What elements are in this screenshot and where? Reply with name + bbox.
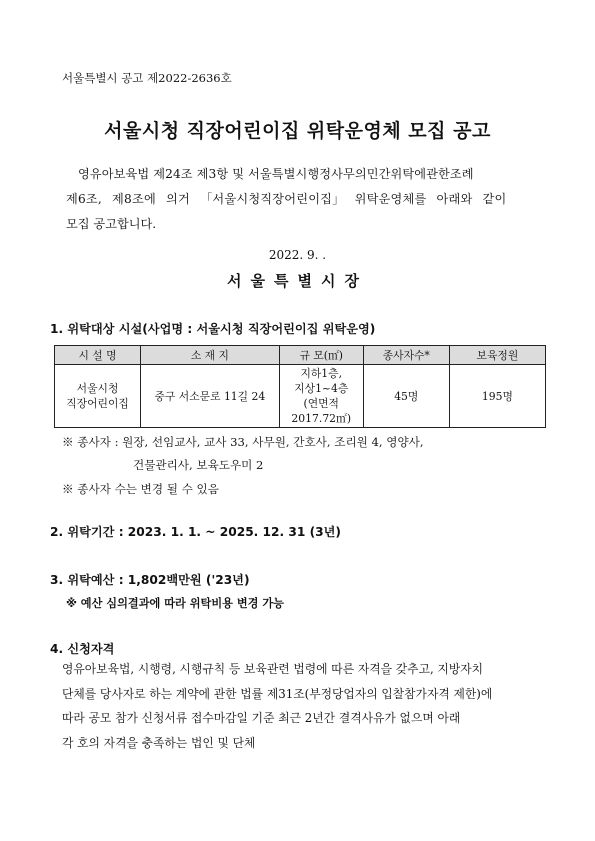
facility-address-cell: 중구 서소문로 11길 24 xyxy=(141,365,280,428)
section-4-heading: 4. 신청자격 xyxy=(50,642,115,656)
staff-note-continued: 건물관리사, 보육도우미 2 xyxy=(133,458,264,472)
scale-line: (연면적 xyxy=(303,397,339,410)
facility-name-line: 직장어린이집 xyxy=(66,397,129,410)
table-header: 소 재 지 xyxy=(141,346,280,365)
facility-scale-cell xyxy=(279,365,363,428)
section-2-heading: 2. 위탁기간 : 2023. 1. 1. ~ 2025. 12. 31 (3년) xyxy=(50,525,341,539)
section-1-heading: 1. 위탁대상 시설(사업명 : 서울시청 직장어린이집 위탁운영) xyxy=(50,322,376,336)
table-header: 보육정원 xyxy=(449,346,545,365)
capacity-cell: 195명 xyxy=(449,365,545,428)
table-header-row xyxy=(55,346,546,365)
budget-note: ※ 예산 심의결과에 따라 위탁비용 변경 가능 xyxy=(66,597,284,610)
intro-line: 제6조, 제8조에 의거 「서울시청직장어린이집」 위탁운영체를 아래와 같이 xyxy=(66,192,507,206)
qualification-line: 각 호의 자격을 충족하는 법인 및 단체 xyxy=(62,735,256,750)
staff-note: ※ 종사자 : 원장, 선임교사, 교사 33, 사무원, 간호사, 조리원 4, 영양사, xyxy=(62,435,424,449)
issuing-organization: 서울특별시장 xyxy=(227,272,368,290)
notice-date: 2022. 9. . xyxy=(268,248,327,262)
staff-change-note: ※ 종사자 수는 변경 될 수 있음 xyxy=(62,482,219,496)
table-header: 규 모(㎡) xyxy=(279,346,363,365)
qualification-line: 따라 공모 참가 신청서류 접수마감일 기준 최근 2년간 결격사유가 없으며 아래 xyxy=(62,711,461,725)
section-3-heading: 3. 위탁예산 : 1,802백만원 ('23년) xyxy=(50,573,250,587)
qualification-line: 단체를 당사자로 하는 계약에 관한 법률 제31조(부정당업자의 입찰참가자격 제한)에 xyxy=(62,686,493,701)
page-title: 서울시청 직장어린이집 위탁운영체 모집 공고 xyxy=(104,120,491,142)
intro-line: 모집 공고합니다. xyxy=(66,217,157,231)
facility-table xyxy=(54,345,546,428)
intro-paragraph xyxy=(66,162,544,237)
table-header: 시 설 명 xyxy=(55,346,141,365)
intro-line: 영유아보육법 제24조 제3항 및 서울특별시행정사무의민간위탁에관한조례 xyxy=(78,167,474,181)
table-header: 종사자수* xyxy=(363,346,449,365)
scale-line: 2017.72㎡) xyxy=(291,412,352,425)
facility-name-line: 서울시청 xyxy=(76,382,119,395)
table-row xyxy=(55,365,546,428)
scale-line: 지상1~4층 xyxy=(294,382,349,395)
facility-name-cell xyxy=(55,365,141,428)
qualification-paragraph xyxy=(62,657,546,755)
notice-number: 서울특별시 공고 제2022-2636호 xyxy=(62,71,232,85)
scale-line: 지하1층, xyxy=(300,367,343,380)
qualification-line: 영유아보육법, 시행령, 시행규칙 등 보육관련 법령에 따른 자격을 갖추고, 지방자치 xyxy=(62,662,484,676)
staff-count-cell: 45명 xyxy=(363,365,449,428)
